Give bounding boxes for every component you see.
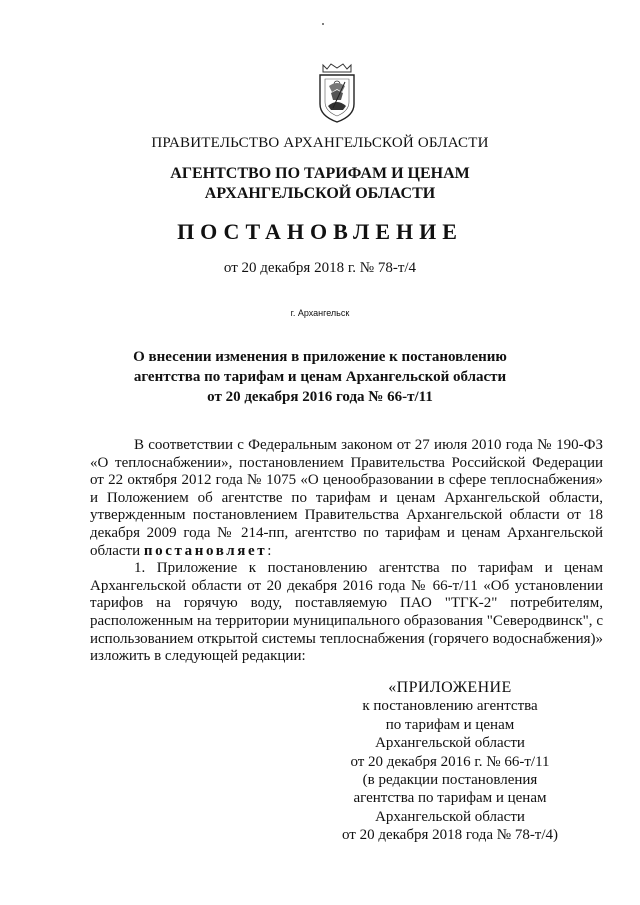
page-dot	[322, 23, 324, 25]
appendix-line: от 20 декабря 2018 года № 78-т/4)	[341, 827, 559, 844]
subject-line3: от 20 декабря 2016 года № 66-т/11	[207, 389, 433, 405]
paragraph-item-1: 1. Приложение к постановлению агентства по тарифам и ценам Архангельской области от 20 декабря 2016 года № 66-т/11 «Об установлении тарифов на горячую воду, поставляемую ПАО "ТГК-2" потребителям, расположенным на территории муниципального образования "Северодвинск", с использованием открытой системы теплоснабжения (горячего водоснабжения)» изложить в следующей редакции:	[90, 560, 603, 665]
coat-of-arms-icon	[317, 62, 357, 124]
document-type: ПОСТАНОВЛЕНИЕ	[177, 219, 463, 244]
agency-name-line2: АРХАНГЕЛЬСКОЙ ОБЛАСТИ	[204, 185, 436, 202]
government-name: ПРАВИТЕЛЬСТВО АРХАНГЕЛЬСКОЙ ОБЛАСТИ	[151, 135, 489, 151]
document-body	[90, 437, 603, 666]
appendix-line: Архангельской области	[375, 808, 525, 825]
preamble-text: В соответствии с Федеральным законом от 27 июля 2010 года № 190-ФЗ «О теплоснабжении», постановлением Правительства Российской Федерации от 22 октября 2012 года № 1075 «О ценообразовании в сфере теплоснабжения» и Положением об агентстве по тарифам и ценам Архангельской области, утвержденным постановлением Правительства Архангельской области от 18 декабря 2009 года № 214-пп, агентство по тарифам и ценам Архангельской области	[90, 437, 603, 559]
appendix-line: «ПРИЛОЖЕНИЕ	[388, 679, 512, 696]
subject-line1: О внесении изменения в приложение к постановлению	[133, 349, 507, 365]
appendix-line: агентства по тарифам и ценам	[353, 790, 547, 807]
appendix-line: по тарифам и ценам	[385, 716, 515, 733]
agency-name	[0, 164, 640, 204]
decree-word: постановляет	[143, 542, 268, 559]
appendix-line: Архангельской области	[375, 735, 525, 752]
appendix-line: (в редакции постановления	[362, 772, 538, 789]
appendix-header	[330, 679, 570, 845]
appendix-line: от 20 декабря 2016 г. № 66-т/11	[350, 753, 550, 770]
appendix-line: к постановлению агентства	[362, 698, 538, 715]
preamble-end: :	[267, 542, 272, 559]
subject-line2: агентства по тарифам и ценам Архангельской области	[133, 369, 507, 385]
agency-name-line1: АГЕНТСТВО ПО ТАРИФАМ И ЦЕНАМ	[170, 165, 470, 182]
document-subject	[90, 347, 550, 407]
document-date-number: от 20 декабря 2018 г. № 78-т/4	[223, 260, 417, 276]
document-city: г. Архангельск	[290, 308, 350, 318]
paragraph-preamble	[90, 437, 603, 560]
